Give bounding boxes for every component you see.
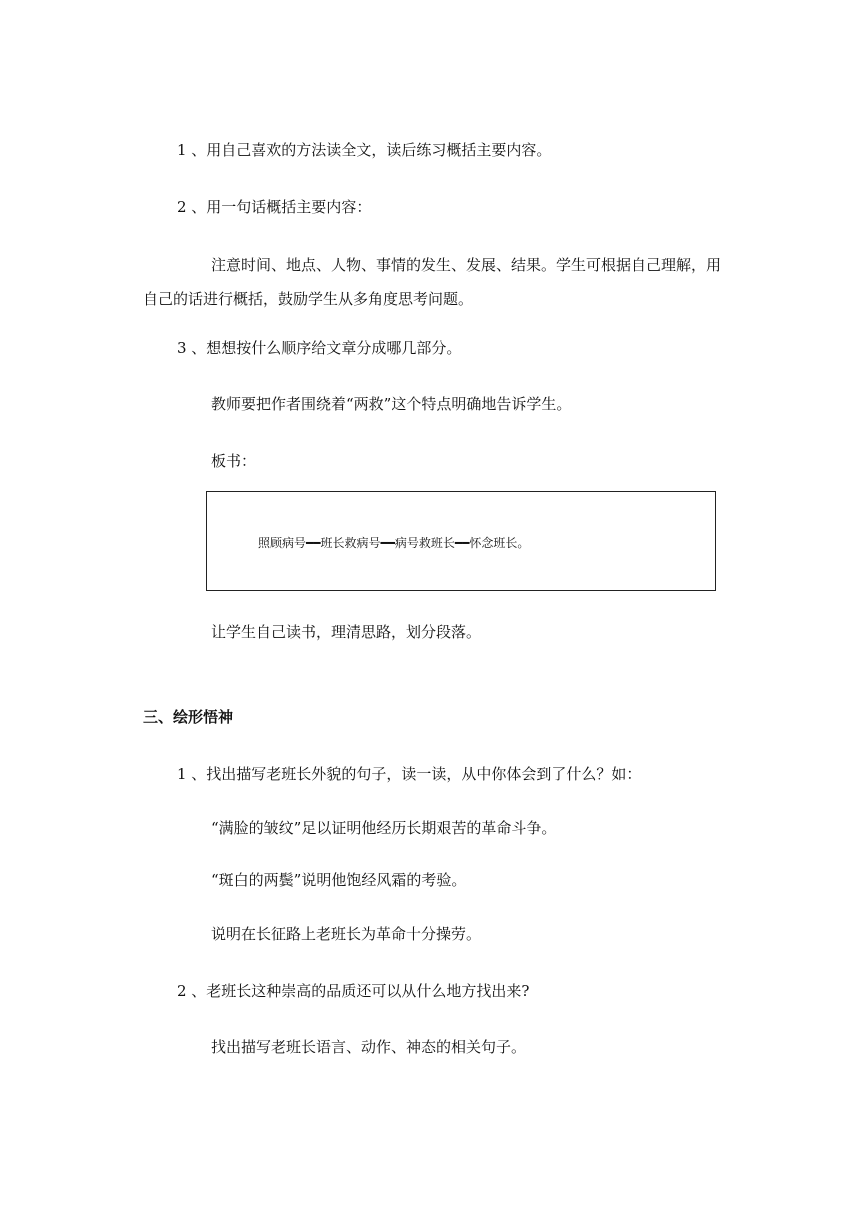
quote-2: “斑白的两鬓”说明他饱经风霜的考验。 <box>211 871 467 889</box>
item-3-note: 教师要把作者围绕着“两救”这个特点明确地告诉学生。 <box>211 395 572 413</box>
item-1: 1 、用自己喜欢的方法读全文，读后练习概括主要内容。 <box>177 141 552 159</box>
section-3-item-2-note: 找出描写老班长语言、动作、神态的相关句子。 <box>211 1038 527 1056</box>
board-content: 照顾病号━━班长救病号━━病号救班长━━怀念班长。 <box>258 536 530 550</box>
section-3-item-1: 1 、找出描写老班长外貌的句子，读一读，从中你体会到了什么？如： <box>177 765 642 783</box>
section-3-heading: 三、绘形悟神 <box>143 708 234 726</box>
board-label: 板书： <box>211 452 257 470</box>
section-3-item-2: 2 、老班长这种崇高的品质还可以从什么地方找出来? <box>177 982 530 1000</box>
item-3: 3 、想想按什么顺序给文章分成哪几部分。 <box>177 339 462 357</box>
item-2: 2 、用一句话概括主要内容： <box>177 198 372 216</box>
board-box <box>206 491 716 591</box>
quote-1: “满脸的皱纹”足以证明他经历长期艰苦的革命斗争。 <box>211 819 557 837</box>
after-board-text: 让学生自己读书，理清思路，划分段落。 <box>211 623 482 641</box>
quote-3: 说明在长征路上老班长为革命十分操劳。 <box>211 925 482 943</box>
item-2-note: 注意时间、地点、人物、事情的发生、发展、结果。学生可根据自己理解，用自己的话进行概括，鼓励学生从多角度思考问题。 <box>143 256 722 308</box>
